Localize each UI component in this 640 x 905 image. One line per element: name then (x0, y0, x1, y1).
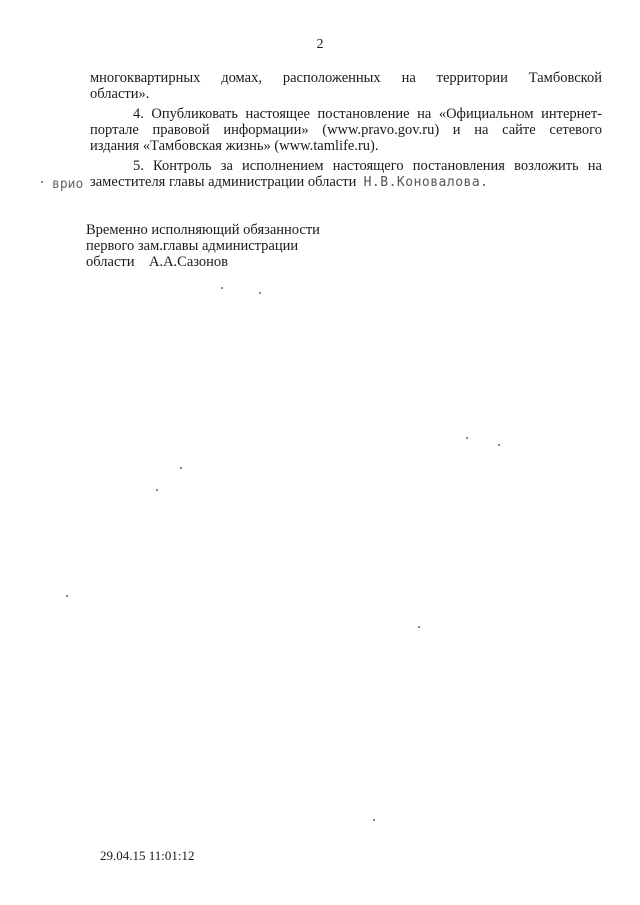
paragraph-continuation (90, 70, 602, 102)
scan-speck (41, 181, 43, 183)
paragraph-4 (90, 106, 602, 154)
page-number: 2 (316, 37, 324, 52)
signature-line (86, 254, 320, 270)
typed-stamp-name: Н.В.Коновалова. (363, 175, 489, 190)
paragraph-line: многоквартирных домах, расположенных на территории Тамбовской (90, 70, 602, 86)
signature-line: первого зам.главы администрации (86, 238, 299, 254)
signature-label: области (86, 254, 135, 270)
scan-speck (156, 489, 158, 491)
print-timestamp: 29.04.15 11:01:12 (100, 848, 195, 863)
paragraph-text: заместителя главы администрации области (90, 174, 357, 190)
paragraph-line: 5. Контроль за исполнением настоящего постановления возложить на (133, 158, 602, 174)
scan-speck (221, 287, 223, 289)
paragraph-line: портале правовой информации» (www.pravo.gov.ru) и на сайте сетевого (90, 122, 602, 138)
scan-speck (373, 819, 375, 821)
signature-block (86, 222, 320, 270)
paragraph-line: области». (90, 86, 150, 102)
paragraph-line: 4. Опубликовать настоящее постановление на «Официальном интернет- (133, 106, 602, 122)
margin-stamp: врио (52, 177, 84, 192)
signatory-name: А.А.Сазонов (148, 254, 229, 270)
scan-speck (498, 444, 500, 446)
paragraph-5 (90, 158, 602, 191)
paragraph-line: издания «Тамбовская жизнь» (www.tamlife.ru). (90, 138, 379, 154)
paragraph-line (90, 174, 602, 191)
scan-speck (466, 437, 468, 439)
scan-speck (259, 292, 261, 294)
scan-speck (66, 595, 68, 597)
scan-speck (180, 467, 182, 469)
scan-speck (418, 626, 420, 628)
signature-line: Временно исполняющий обязанности (86, 222, 320, 238)
